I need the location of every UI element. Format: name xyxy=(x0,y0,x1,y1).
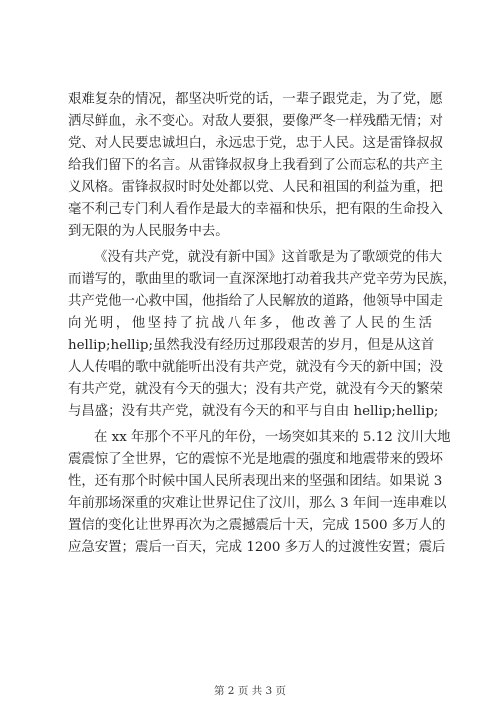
text-line: 有共产党，就没有今天的强大；没有共产党，就没有今天的繁荣 xyxy=(68,382,443,397)
paragraph-song xyxy=(68,247,457,423)
paragraph-text xyxy=(68,89,443,243)
text-line: 艰难复杂的情况，都坚决听党的话，一辈子跟党走，为了党，愿 xyxy=(68,92,443,107)
paragraph-earthquake xyxy=(68,427,451,559)
text-line: 置信的变化让世界再次为之震撼震后十天，完成 1500 多万人的 xyxy=(68,518,446,533)
text-line: 向光明，他坚持了抗战八年多，他改善了人民的生活 xyxy=(68,316,432,331)
paragraph-text xyxy=(68,427,451,559)
paragraph-text xyxy=(68,247,457,423)
document-body xyxy=(68,89,457,559)
text-line: 党、对人民要忠诚坦白，永远忠于党，忠于人民。这是雷锋叔叔 xyxy=(68,136,443,151)
text-line: 共产党他一心救中国，他指给了人民解放的道路，他领导中国走 xyxy=(68,294,443,309)
text-line: 在 xx 年那个不平凡的年份，一场突如其来的 5.12 汶川大地 xyxy=(94,430,451,445)
text-line: 毫不利己专门利人看作是最大的幸福和快乐，把有限的生命投入 xyxy=(68,202,443,217)
text-line: 《没有共产党，就没有新中国》这首歌是为了歌颂党的伟大 xyxy=(94,250,443,265)
text-line: 人人传唱的歌中就能听出没有共产党，就没有今天的新中国；没 xyxy=(68,360,443,375)
text-line: 洒尽鲜血，永不变心。对敌人要狠，要像严冬一样残酷无情；对 xyxy=(68,114,443,129)
text-line: 与昌盛；没有共产党，就没有今天的和平与自由 hellip;hellip; xyxy=(68,404,439,419)
text-line: 而谱写的，歌曲里的歌词一直深深地打动着我共产党辛劳为民族， xyxy=(68,272,457,287)
text-line: 义风格。雷锋叔叔时时处处都以党、人民和祖国的利益为重，把 xyxy=(68,180,443,195)
page-footer: 第 2 页 共 3 页 xyxy=(213,685,287,697)
text-line: 震震惊了全世界，它的震惊不光是地震的强度和地震带来的毁坏 xyxy=(68,452,443,467)
paragraph-lei-feng xyxy=(68,89,443,243)
text-line: 年前那场深重的灾难让世界记住了汶川，那么 3 年间一连串难以 xyxy=(68,496,447,511)
text-line: 给我们留下的名言。从雷锋叔叔身上我看到了公而忘私的共产主 xyxy=(68,158,443,173)
text-line: hellip;hellip;虽然我没有经历过那段艰苦的岁月，但是从这首 xyxy=(68,338,435,353)
text-line: 应急安置；震后一百天，完成 1200 多万人的过渡性安置；震后 xyxy=(68,540,446,555)
text-line: 性，还有那个时候中国人民所表现出来的坚强和团结。如果说 3 xyxy=(68,474,443,489)
text-line: 到无限的为人民服务中去。 xyxy=(68,224,229,239)
